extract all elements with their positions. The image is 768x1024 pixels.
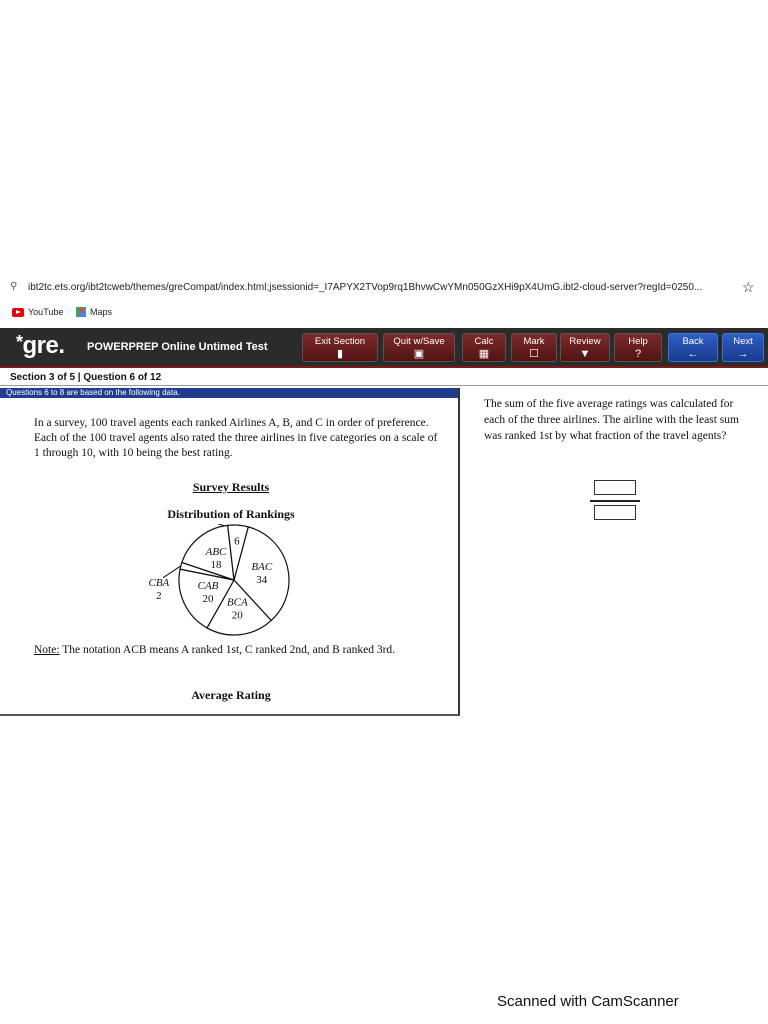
fraction-bar [590,500,640,502]
help-button[interactable] [614,333,662,362]
pie-value-bca: 20 [231,609,243,622]
denominator-input[interactable] [594,505,636,520]
help-icon: ? [634,348,642,360]
average-rating-title: Average Rating [191,688,271,702]
pie-label-cab: CAB [197,579,219,592]
chart-note [34,644,454,656]
url-text[interactable]: ibt2tc.ets.org/ibt2tcweb/themes/greCompat/index.html;jsessionid=_I7APYX2TVop9rq1BhvwCwYMn050GzXHi9pX4UmG.ibt2-cloud-server?regId=0250... [28,282,703,293]
pie-leader-acb [209,524,225,526]
section-bar [0,370,768,386]
maps-icon [76,307,86,317]
next-label: Next [733,336,753,347]
bookmark-icon: ▼ [579,348,591,360]
bookmark-maps[interactable] [76,307,112,317]
calc-label: Calc [474,336,494,347]
next-button[interactable] [722,333,764,362]
address-bar[interactable] [0,278,768,300]
exit-section-label: Exit Section [314,336,366,347]
rankings-pie-chart [140,524,320,640]
numerator-input[interactable] [594,480,636,495]
test-title: POWERPREP Online Untimed Test [87,341,268,353]
scanner-watermark: Scanned with CamScanner [497,993,679,1010]
exit-section-button[interactable] [302,333,378,362]
test-header [0,328,768,368]
passage-intro: In a survey, 100 travel agents each ranked Airlines A, B, and C in order of preference. Each of the 100 travel agents also rated the three airlines in five categories on a scale of 1 through 10, with 10 being the best rating. [34,417,438,459]
save-icon: ▣ [413,348,425,360]
bookmark-star-icon[interactable]: ☆ [742,279,755,295]
pie-label-bac: BAC [251,561,273,574]
quit-save-label: Quit w/Save [393,336,445,347]
fraction-answer [590,480,640,522]
gre-logo: *gre. [16,332,65,359]
survey-results-title: Survey Results [192,480,270,494]
note-text: The notation ACB means A ranked 1st, C ranked 2nd, and B ranked 3rd. [59,644,396,656]
section-progress: Section 3 of 5 | Question 6 of 12 [10,372,162,383]
arrow-left-icon: ← [687,348,699,360]
mark-checkbox-icon: ☐ [529,348,539,360]
question-pane [462,388,768,716]
pie-label-cba: CBA [148,576,170,589]
mark-label: Mark [523,336,545,347]
back-button[interactable] [668,333,718,362]
pie-value-bac: 34 [256,574,268,587]
pie-value-acb: 6 [234,535,240,548]
passage-directions: Questions 6 to 8 are based on the following data. [0,388,460,398]
back-label: Back [682,336,704,347]
bookmarks-bar [0,304,768,324]
bookmark-maps-label: Maps [90,307,113,317]
quit-save-button[interactable] [383,333,455,362]
review-button[interactable] [560,333,610,362]
distribution-title: Distribution of Rankings [167,507,295,521]
pie-label-acb [185,524,207,526]
pie-value-abc: 18 [210,558,222,571]
mark-button[interactable] [511,333,557,362]
help-label: Help [628,336,648,347]
calculator-icon: ▦ [478,348,490,360]
pie-value-cab: 20 [202,592,214,605]
pie-label-bca: BCA [226,596,248,609]
youtube-icon [12,308,24,317]
pie-value-cba: 2 [156,589,162,602]
arrow-right-icon: → [737,348,749,360]
question-text: The sum of the five average ratings was calculated for each of the three airlines. The airline with the least sum was ranked 1st by what fraction of the travel agents? [484,398,739,442]
pie-label-abc: ABC [205,545,227,558]
site-info-icon[interactable]: ⚲ [10,281,18,292]
note-label: Note: [34,644,60,656]
review-label: Review [569,336,601,347]
exit-icon: ▮ [336,348,344,360]
passage-pane[interactable] [0,388,460,716]
bookmark-youtube[interactable] [12,307,63,317]
bookmark-youtube-label: YouTube [28,307,64,317]
calc-button[interactable] [462,333,506,362]
